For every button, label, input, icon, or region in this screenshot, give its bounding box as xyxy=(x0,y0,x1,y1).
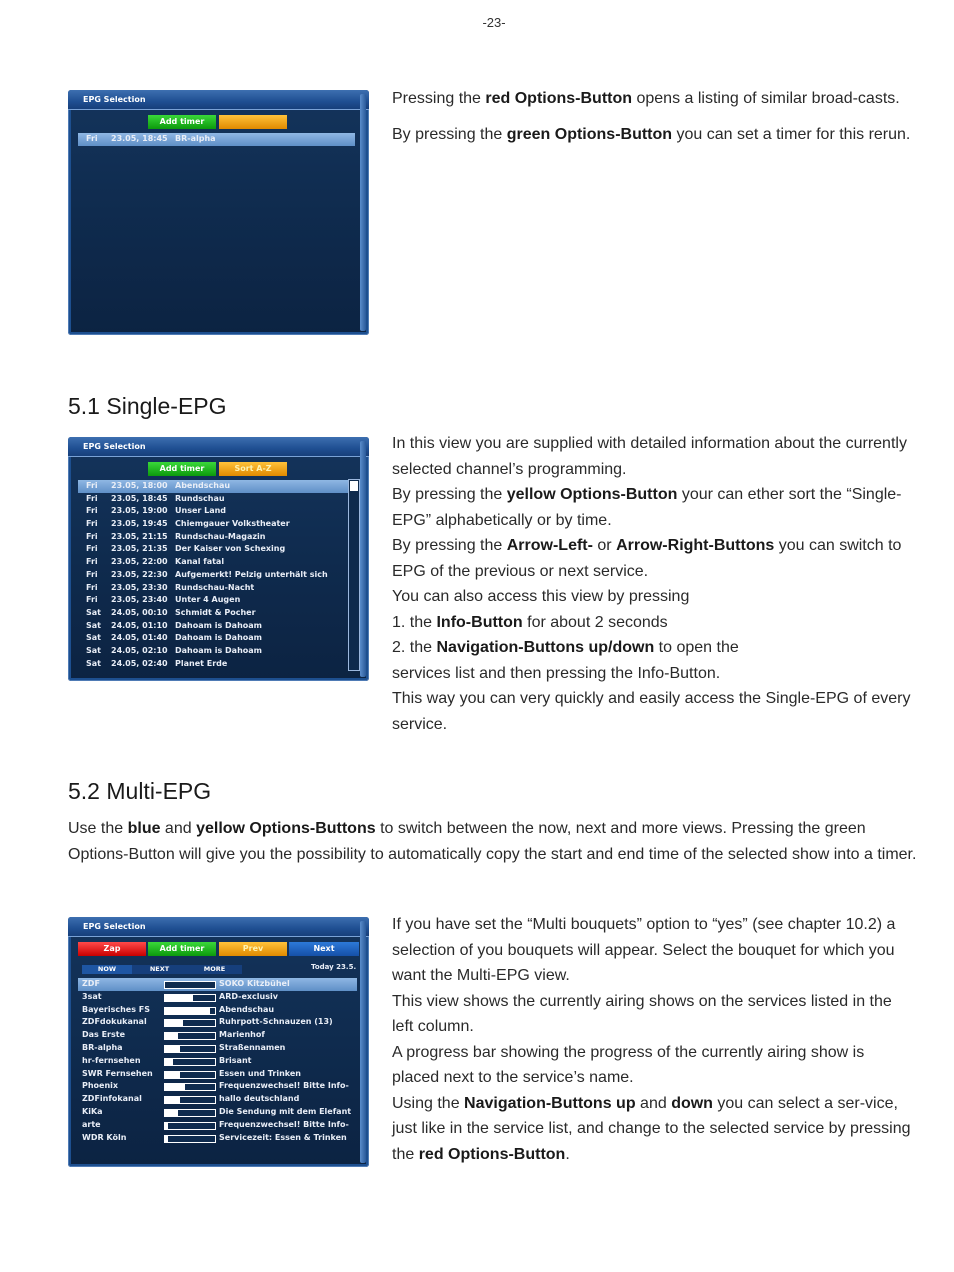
paragraph: By pressing the yellow Options-Button your can ether sort the “Single-EPG” alphabetically or by time. xyxy=(392,486,902,529)
event-title: Rundschau-Magazin xyxy=(175,531,266,541)
paragraph: In this view you are supplied with detailed information about the currently selected channel’s programming. xyxy=(392,435,907,478)
scrollbar-thumb[interactable] xyxy=(350,481,358,491)
paragraph: By pressing the green Options-Button you can set a timer for this rerun. xyxy=(392,125,911,143)
epg-event-row[interactable] xyxy=(78,493,349,506)
epg-event-row[interactable] xyxy=(78,531,349,544)
text-similar-broadcasts xyxy=(392,86,912,147)
event-datetime: 23.05, 22:30 xyxy=(111,569,168,579)
event-datetime: 23.05, 18:45 xyxy=(111,134,168,143)
event-datetime: 24.05, 02:40 xyxy=(111,658,168,668)
event-title: Rundschau xyxy=(175,493,225,503)
event-datetime: 24.05, 02:10 xyxy=(111,645,168,655)
tab-more[interactable]: MORE xyxy=(187,965,242,974)
progress-bar xyxy=(164,1083,216,1091)
service-name: hr-fernsehen xyxy=(82,1055,141,1065)
paragraph: By pressing the Arrow-Left- or Arrow-Right-Buttons you can switch to EPG of the previous or next service. xyxy=(392,537,902,580)
current-show: Essen und Trinken xyxy=(219,1068,301,1078)
current-show: Frequenzwechsel! Bitte Info- xyxy=(219,1119,349,1129)
screen-edge xyxy=(360,441,366,677)
progress-bar xyxy=(164,994,216,1002)
paragraph: 2. the Navigation-Buttons up/down to open the xyxy=(392,639,739,656)
progress-bar xyxy=(164,1109,216,1117)
service-name: SWR Fernsehen xyxy=(82,1068,153,1078)
progress-fill xyxy=(165,1123,168,1129)
epg-event-row[interactable] xyxy=(78,658,349,671)
screen-titlebar xyxy=(68,437,369,457)
progress-bar xyxy=(164,1135,216,1143)
service-row[interactable] xyxy=(78,1132,357,1145)
epg-selection-screen-single xyxy=(68,437,369,681)
progress-fill xyxy=(165,1033,178,1039)
progress-fill xyxy=(165,1008,210,1014)
screen-title: EPG Selection xyxy=(83,95,146,104)
screen-title: EPG Selection xyxy=(83,442,146,451)
progress-bar xyxy=(164,1045,216,1053)
epg-event-list xyxy=(78,133,355,146)
service-row[interactable] xyxy=(78,1055,357,1068)
service-row[interactable] xyxy=(78,1093,357,1106)
heading-multi-epg: 5.2 Multi-EPG xyxy=(68,778,212,804)
epg-event-row[interactable] xyxy=(78,556,349,569)
current-show: Die Sendung mit dem Elefant xyxy=(219,1106,352,1116)
screen-title: EPG Selection xyxy=(83,922,146,931)
epg-event-row[interactable] xyxy=(78,607,349,620)
event-title: Rundschau-Nacht xyxy=(175,582,255,592)
paragraph: Pressing the red Options-Button opens a listing of similar broad-casts. xyxy=(392,90,900,107)
service-name: arte xyxy=(82,1119,101,1129)
event-title: Dahoam is Dahoam xyxy=(175,620,263,630)
event-datetime: 23.05, 23:40 xyxy=(111,595,168,605)
event-day: Fri xyxy=(86,519,98,529)
epg-event-row[interactable] xyxy=(78,582,349,595)
event-day: Fri xyxy=(86,506,98,516)
scrollbar[interactable] xyxy=(348,479,360,671)
current-show: Abendschau xyxy=(219,1004,275,1014)
service-name: KiKa xyxy=(82,1106,103,1116)
event-title: Chiemgauer Volkstheater xyxy=(175,519,290,529)
current-show: Servicezeit: Essen & Trinken xyxy=(219,1132,347,1142)
service-name: WDR Köln xyxy=(82,1132,127,1142)
text-multi-epg-intro xyxy=(68,816,918,868)
event-datetime: 23.05, 18:00 xyxy=(111,481,168,490)
event-datetime: 24.05, 01:10 xyxy=(111,620,168,630)
epg-event-row[interactable] xyxy=(78,133,355,146)
screen-titlebar xyxy=(68,917,369,937)
event-day: Fri xyxy=(86,569,98,579)
event-datetime: 24.05, 00:10 xyxy=(111,607,168,617)
event-title: BR-alpha xyxy=(175,134,216,143)
event-title: Dahoam is Dahoam xyxy=(175,633,263,643)
yellow-options-button[interactable]: Prev xyxy=(219,942,287,956)
paragraph: You can also access this view by pressing xyxy=(392,588,690,605)
paragraph: If you have set the “Multi bouquets” option to “yes” (see chapter 10.2) a selection of you bouquets will appear. Select the bouquet for which you want the Multi-EPG view. xyxy=(392,916,896,984)
epg-event-row[interactable] xyxy=(78,543,349,556)
paragraph: A progress bar showing the progress of the currently airing show is placed next to the service’s name. xyxy=(392,1043,865,1086)
page-number: -23- xyxy=(482,15,506,30)
event-day: Sat xyxy=(86,658,101,668)
text-single-epg xyxy=(392,431,912,737)
current-show: Straßennamen xyxy=(219,1042,286,1052)
current-show: Brisant xyxy=(219,1055,252,1065)
event-datetime: 23.05, 23:30 xyxy=(111,582,168,592)
epg-selection-screen-multi xyxy=(68,917,369,1167)
event-title: Planet Erde xyxy=(175,658,228,668)
progress-bar xyxy=(164,1007,216,1015)
epg-event-row[interactable] xyxy=(78,620,349,633)
progress-bar xyxy=(164,1122,216,1130)
event-day: Sat xyxy=(86,620,101,630)
progress-fill xyxy=(165,1110,178,1116)
event-title: Abendschau xyxy=(175,481,231,490)
red-options-button[interactable]: Zap xyxy=(78,942,146,956)
progress-fill xyxy=(165,1046,180,1052)
service-row[interactable] xyxy=(78,1119,357,1132)
green-options-button[interactable]: Add timer xyxy=(148,942,216,956)
tab-next[interactable]: NEXT xyxy=(132,965,187,974)
epg-event-row[interactable] xyxy=(78,645,349,658)
event-day: Fri xyxy=(86,544,98,554)
service-name: ZDFdokukanal xyxy=(82,1017,147,1027)
green-options-button[interactable]: Add timer xyxy=(148,462,216,476)
progress-fill xyxy=(165,1084,185,1090)
progress-bar xyxy=(164,1019,216,1027)
tab-now[interactable]: NOW xyxy=(82,965,132,974)
paragraph: 1. the Info-Button for about 2 seconds xyxy=(392,613,668,631)
event-day: Sat xyxy=(86,645,101,655)
epg-event-row[interactable] xyxy=(78,480,349,493)
green-options-button[interactable]: Add timer xyxy=(148,115,216,129)
date-label: Today 23.5. xyxy=(311,963,357,971)
epg-event-row[interactable] xyxy=(78,569,349,582)
progress-bar xyxy=(164,981,216,989)
service-name: 3sat xyxy=(82,991,102,1001)
event-datetime: 24.05, 01:40 xyxy=(111,633,168,643)
progress-bar xyxy=(164,1032,216,1040)
event-title: Der Kaiser von Schexing xyxy=(175,544,286,554)
event-title: Unter 4 Augen xyxy=(175,595,241,605)
service-name: ZDF xyxy=(82,979,100,988)
event-title: Dahoam is Dahoam xyxy=(175,645,263,655)
current-show: Marienhof xyxy=(219,1030,265,1040)
service-row[interactable] xyxy=(78,1016,357,1029)
paragraph: Use the blue and yellow Options-Buttons to switch between the now, next and more views. Pressing the green Options-Button will give you the possibility to automatically copy the start and end time of the selected show into a timer. xyxy=(68,820,917,863)
service-row[interactable] xyxy=(78,1004,357,1017)
yellow-options-button[interactable]: Sort A-Z xyxy=(219,462,287,476)
event-day: Fri xyxy=(86,531,98,541)
progress-fill xyxy=(165,1020,183,1026)
epg-event-row[interactable] xyxy=(78,594,349,607)
event-title: Unser Land xyxy=(175,506,227,516)
service-name: Das Erste xyxy=(82,1030,126,1040)
heading-single-epg: 5.1 Single-EPG xyxy=(68,393,227,419)
screen-titlebar xyxy=(68,90,369,110)
service-row[interactable] xyxy=(78,1080,357,1093)
progress-fill xyxy=(165,1059,173,1065)
progress-bar xyxy=(164,1058,216,1066)
screen-edge xyxy=(360,94,366,331)
event-datetime: 23.05, 21:35 xyxy=(111,544,168,554)
current-show: Ruhrpott-Schnauzen (13) xyxy=(219,1017,333,1027)
event-day: Fri xyxy=(86,582,98,592)
event-datetime: 23.05, 19:45 xyxy=(111,519,168,529)
event-datetime: 23.05, 22:00 xyxy=(111,557,168,567)
event-datetime: 23.05, 21:15 xyxy=(111,531,168,541)
current-show: ARD-exclusiv xyxy=(219,991,278,1001)
paragraph: services list and then pressing the Info-Button. xyxy=(392,664,721,682)
service-row[interactable] xyxy=(78,978,357,991)
event-datetime: 23.05, 18:45 xyxy=(111,493,168,503)
epg-selection-screen-similar xyxy=(68,90,369,335)
yellow-options-button[interactable] xyxy=(219,115,287,129)
service-name: Bayerisches FS xyxy=(82,1004,150,1014)
epg-event-list xyxy=(78,480,349,670)
event-title: Aufgemerkt! Pelzig unterhält sich xyxy=(175,569,328,579)
current-show: hallo deutschland xyxy=(219,1094,300,1104)
event-title: Schmidt & Pocher xyxy=(175,607,256,617)
progress-fill xyxy=(165,1072,180,1078)
service-row[interactable] xyxy=(78,1042,357,1055)
event-day: Fri xyxy=(86,481,98,490)
current-show: Frequenzwechsel! Bitte Info- xyxy=(219,1081,349,1091)
paragraph: Using the Navigation-Buttons up and down you can select a ser-vice, just like in the service list, and change to the selected service by pressing the red Options-Button. xyxy=(392,1094,911,1163)
progress-fill xyxy=(165,1097,180,1103)
progress-bar xyxy=(164,1096,216,1104)
event-day: Sat xyxy=(86,607,101,617)
service-row[interactable] xyxy=(78,1029,357,1042)
service-row[interactable] xyxy=(78,991,357,1004)
service-name: Phoenix xyxy=(82,1081,119,1091)
event-day: Sat xyxy=(86,633,101,643)
progress-fill xyxy=(165,995,193,1001)
progress-fill xyxy=(165,1136,168,1142)
service-name: BR-alpha xyxy=(82,1042,123,1052)
epg-event-row[interactable] xyxy=(78,505,349,518)
current-show: SOKO Kitzbühel xyxy=(219,979,290,988)
text-multi-epg xyxy=(392,912,912,1167)
event-title: Kanal fatal xyxy=(175,557,225,567)
event-day: Fri xyxy=(86,557,98,567)
service-row[interactable] xyxy=(78,1068,357,1081)
progress-bar xyxy=(164,1071,216,1079)
service-name: ZDFinfokanal xyxy=(82,1094,142,1104)
epg-event-row[interactable] xyxy=(78,632,349,645)
event-datetime: 23.05, 19:00 xyxy=(111,506,168,516)
blue-options-button[interactable]: Next xyxy=(289,942,359,956)
epg-event-row[interactable] xyxy=(78,518,349,531)
event-day: Fri xyxy=(86,595,98,605)
service-row[interactable] xyxy=(78,1106,357,1119)
paragraph: This view shows the currently airing shows on the services listed in the left column. xyxy=(392,992,892,1035)
screen-edge xyxy=(360,921,366,1163)
event-day: Fri xyxy=(86,493,98,503)
paragraph: This way you can very quickly and easily access the Single-EPG of every service. xyxy=(392,690,911,733)
multi-epg-list xyxy=(78,978,357,1144)
event-day: Fri xyxy=(86,134,98,143)
